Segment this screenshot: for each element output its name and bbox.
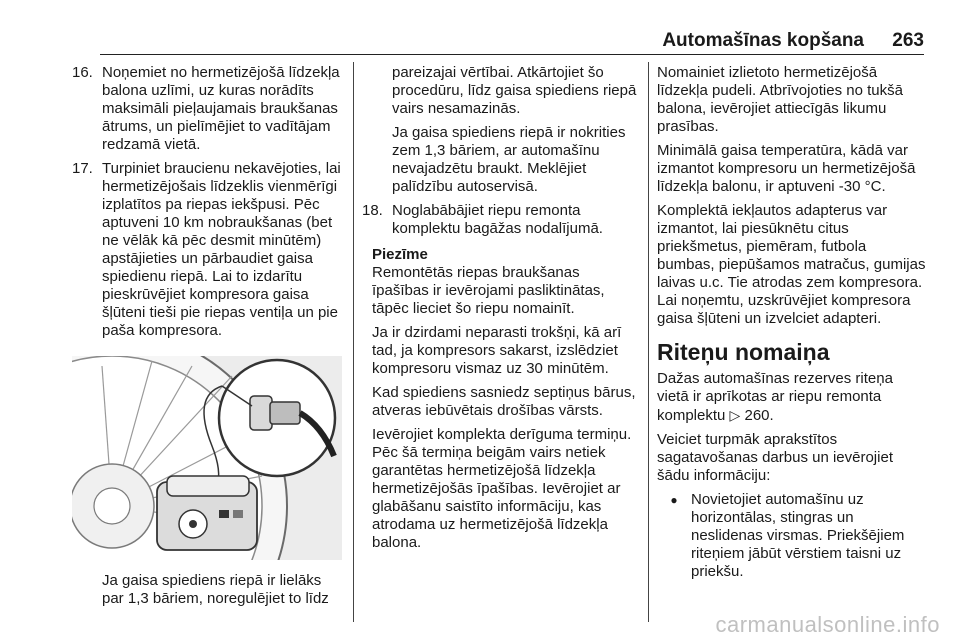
note-paragraph: Ievērojiet komplekta derīguma termiņu. Pēc šā termiņa beigām vairs netiek garantētas hermetizējošā līdzekļa hermetizējošās īpašības. Ievērojiet ar glabāšanu saistīto informāciju, kas atrodama uz hermetizējošā līdzekļa balona.	[372, 426, 632, 551]
item-text: Noglabābājiet riepu remonta komplektu bagāžas nodalījumā.	[392, 202, 603, 237]
tire-repair-illustration	[72, 356, 342, 560]
page-number: 263	[892, 30, 924, 51]
header-divider	[100, 54, 924, 55]
note-paragraph: Ja ir dzirdami neparasti trokšņi, kā arī tad, ja kompresors sakarst, izslēdziet kompresoru vismaz uz 30 minūtēm.	[372, 324, 622, 377]
column-divider-2	[648, 62, 649, 622]
paragraph: Minimālā gaisa temperatūra, kādā var izmantot kompresoru un hermetizējošā līdzekļa balonu, ir aptuveni -30 °C.	[657, 142, 916, 195]
page-title: Automašīnas kopšana	[662, 30, 864, 51]
item-number: 16.	[72, 64, 93, 81]
bullet-text: Novietojiet automašīnu uz horizontālas, stingras un neslidenas virsmas. Priekšējiem riteņiem jābūt vērstiem taisni uz priekšu.	[691, 491, 905, 580]
list-item-17	[72, 160, 344, 340]
bullet-item	[657, 491, 927, 581]
paragraph-text: Dažas automašīnas rezerves riteņa vietā ir aprīkotas ar riepu remonta komplektu	[657, 370, 893, 424]
paragraph: Veiciet turpmāk aprakstītos sagatavošanas darbus un ievērojiet šādu informāciju:	[657, 431, 893, 484]
note-heading: Piezīme	[372, 246, 428, 263]
section-heading: Riteņu nomaiņa	[657, 339, 830, 365]
page-reference-link[interactable]: 260.	[744, 407, 774, 424]
illustration-caption: Ja gaisa spiediens riepā ir lielāks par 1,3 bāriem, noregulējiet to līdz	[102, 572, 329, 607]
compressor-wheel-drawing	[72, 356, 342, 560]
list-item-16	[72, 64, 344, 154]
item-text: Noņemiet no hermetizējošā līdzekļa balona uzlīmi, uz kuras norādīts maksimāli pieļaujamais braukšanas ātrums, un pielīmējiet to vadītājam redzamā vietā.	[102, 64, 340, 153]
item-text: Turpiniet braucienu nekavējoties, lai hermetizējošais līdzeklis vienmērīgi izplatītos pa riepas iekšpusi. Pēc aptuveni 10 km nobraukšanas (bet ne vēlāk kā pēc desmit minūtēm) apstājieties un pārbaudiet gaisa spiedienu riepā. Lai to izdarītu pieskrūvējiet kompresora gaisa šļūteni tieši pie riepas ventiļa un pie paša kompresora.	[102, 160, 341, 339]
page-header	[0, 0, 960, 60]
paragraph: Nomainiet izlietoto hermetizējošā līdzekļa pudeli. Atbrīvojoties no tukšā balona, ievērojiet attiecīgās likumu prasības.	[657, 64, 903, 135]
watermark: carmanualsonline.info	[715, 612, 940, 637]
item-number: 18.	[362, 202, 383, 219]
paragraph: Ja gaisa spiediens riepā ir nokrities zem 1,3 bāriem, ar automašīnu nevajadzētu braukt. Meklējiet palīdzību autoservisā.	[392, 124, 626, 195]
item-number: 17.	[72, 160, 93, 177]
column-3	[657, 64, 927, 581]
column-divider-1	[353, 62, 354, 622]
triangle-right-icon: ▷	[729, 407, 741, 423]
note-paragraph: Remontētās riepas braukšanas īpašības ir ievērojami pasliktinātas, tāpēc lieciet šo riepu nomainīt.	[372, 264, 605, 317]
column-2	[362, 64, 640, 558]
column-1	[72, 64, 344, 608]
paragraph: pareizajai vērtībai. Atkārtojiet šo procedūru, līdz gaisa spiediens riepā vairs nesamazinās.	[392, 64, 637, 117]
bullet-dot-icon: ●	[670, 493, 678, 507]
note-paragraph: Kad spiediens sasniedz septiņus bārus, atveras iebūvētais drošības vārsts.	[372, 384, 636, 419]
paragraph-with-reference	[657, 370, 927, 425]
paragraph: Komplektā iekļautos adapterus var izmantot, lai piesūknētu citus priekšmetus, piemēram, futbola bumbas, piepūšamos matračus, gumijas laivas u.c. Tie atrodas zem kompresora. Lai noņemtu, uzskrūvējiet kompresora gaisa šļūteni un izvelciet adapteri.	[657, 202, 926, 327]
list-item-18	[362, 202, 640, 238]
